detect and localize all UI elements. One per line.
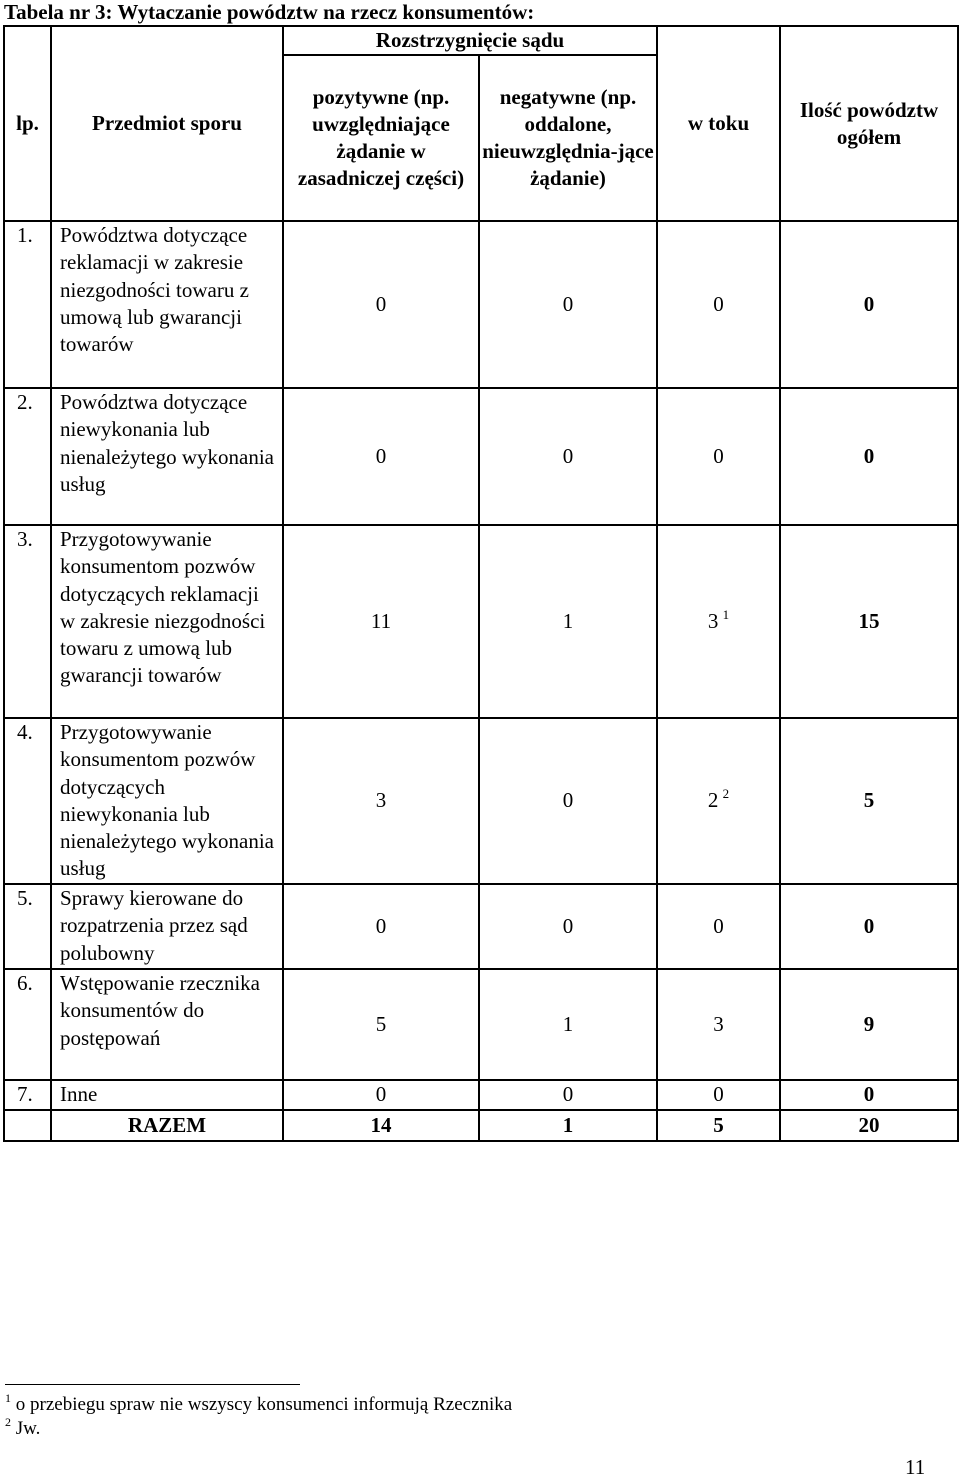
sum-pending: 5	[657, 1110, 780, 1141]
sum-label: RAZEM	[51, 1110, 283, 1141]
sum-positive: 14	[283, 1110, 479, 1141]
header-pending: w toku	[657, 26, 780, 221]
cell-total: 0	[780, 1080, 958, 1110]
cell-pending	[657, 525, 780, 718]
header-positive: pozytywne (np. uwzględniające żądanie w zasadniczej części)	[283, 55, 479, 221]
pending-value: 3	[707, 608, 719, 633]
row-lp: 1.	[4, 221, 51, 388]
footnote-2	[5, 1415, 41, 1440]
cell-positive: 3	[283, 718, 479, 884]
footnote-ref: 1	[722, 606, 730, 622]
pending-value: 2	[707, 788, 719, 813]
cell-positive: 5	[283, 969, 479, 1080]
cell-pending: 0	[657, 1080, 780, 1110]
header-total: Ilość powództw ogółem	[780, 26, 958, 221]
footnote-mark: 1	[5, 1391, 11, 1405]
table-title: Tabela nr 3: Wytaczanie powództw na rzecz konsumentów:	[4, 0, 535, 24]
header-court-decision: Rozstrzygnięcie sądu	[283, 26, 657, 55]
footnote-mark: 2	[5, 1415, 11, 1429]
cell-negative: 0	[479, 884, 657, 969]
footnote-text: o przebiegu spraw nie wszyscy konsumenci informują Rzecznika	[15, 1394, 513, 1415]
header-subject: Przedmiot sporu	[51, 26, 283, 221]
cell-total: 15	[780, 525, 958, 718]
cell-pending: 0	[657, 221, 780, 388]
header-lp: lp.	[4, 26, 51, 221]
cell-total: 0	[780, 884, 958, 969]
footnote-1	[5, 1391, 513, 1416]
table-row	[4, 388, 958, 525]
cell-negative: 0	[479, 1080, 657, 1110]
cell-negative: 1	[479, 969, 657, 1080]
sum-total: 20	[780, 1110, 958, 1141]
table-row	[4, 718, 958, 884]
table-row	[4, 969, 958, 1080]
row-lp: 3.	[4, 525, 51, 718]
table-row	[4, 1080, 958, 1110]
row-lp: 5.	[4, 884, 51, 969]
cell-total: 0	[780, 388, 958, 525]
header-row-1	[4, 26, 958, 55]
row-lp: 4.	[4, 718, 51, 884]
cell-total: 0	[780, 221, 958, 388]
row-lp: 6.	[4, 969, 51, 1080]
cell-negative: 1	[479, 525, 657, 718]
cell-total: 9	[780, 969, 958, 1080]
cell-negative: 0	[479, 221, 657, 388]
cell-pending	[657, 718, 780, 884]
table-row	[4, 525, 958, 718]
row-subject: Powództwa dotyczące niewykonania lub nienależytego wykonania usług	[51, 388, 283, 525]
cell-negative: 0	[479, 718, 657, 884]
cell-pending: 0	[657, 884, 780, 969]
row-subject: Przygotowywanie konsumentom pozwów dotyczących niewykonania lub nienależytego wykonania usług	[51, 718, 283, 884]
row-subject: Powództwa dotyczące reklamacji w zakresie niezgodności towaru z umową lub gwarancji towarów	[51, 221, 283, 388]
row-subject: Wstępowanie rzecznika konsumentów do postępowań	[51, 969, 283, 1080]
row-subject: Przygotowywanie konsumentom pozwów dotyczących reklamacji w zakresie niezgodności towaru z umową lub gwarancji towarów	[51, 525, 283, 718]
footnote-ref: 2	[722, 786, 730, 802]
sum-negative: 1	[479, 1110, 657, 1141]
cell-positive: 0	[283, 221, 479, 388]
row-subject: Inne	[51, 1080, 283, 1110]
cell-negative: 0	[479, 388, 657, 525]
cell-pending: 0	[657, 388, 780, 525]
sum-lp-empty	[4, 1110, 51, 1141]
header-negative: negatywne (np. oddalone, nieuwzględnia-jące żądanie)	[479, 55, 657, 221]
sum-row	[4, 1110, 958, 1141]
row-subject: Sprawy kierowane do rozpatrzenia przez sąd polubowny	[51, 884, 283, 969]
footnote-text: Jw.	[15, 1418, 41, 1439]
cell-positive: 0	[283, 388, 479, 525]
cell-positive: 11	[283, 525, 479, 718]
cell-pending: 3	[657, 969, 780, 1080]
row-lp: 7.	[4, 1080, 51, 1110]
table-row	[4, 221, 958, 388]
page-number: 11	[905, 1455, 926, 1479]
cell-positive: 0	[283, 1080, 479, 1110]
cell-positive: 0	[283, 884, 479, 969]
row-lp: 2.	[4, 388, 51, 525]
cell-total: 5	[780, 718, 958, 884]
footnote-separator	[5, 1384, 300, 1385]
lawsuits-table	[3, 25, 959, 1142]
table-row	[4, 884, 958, 969]
